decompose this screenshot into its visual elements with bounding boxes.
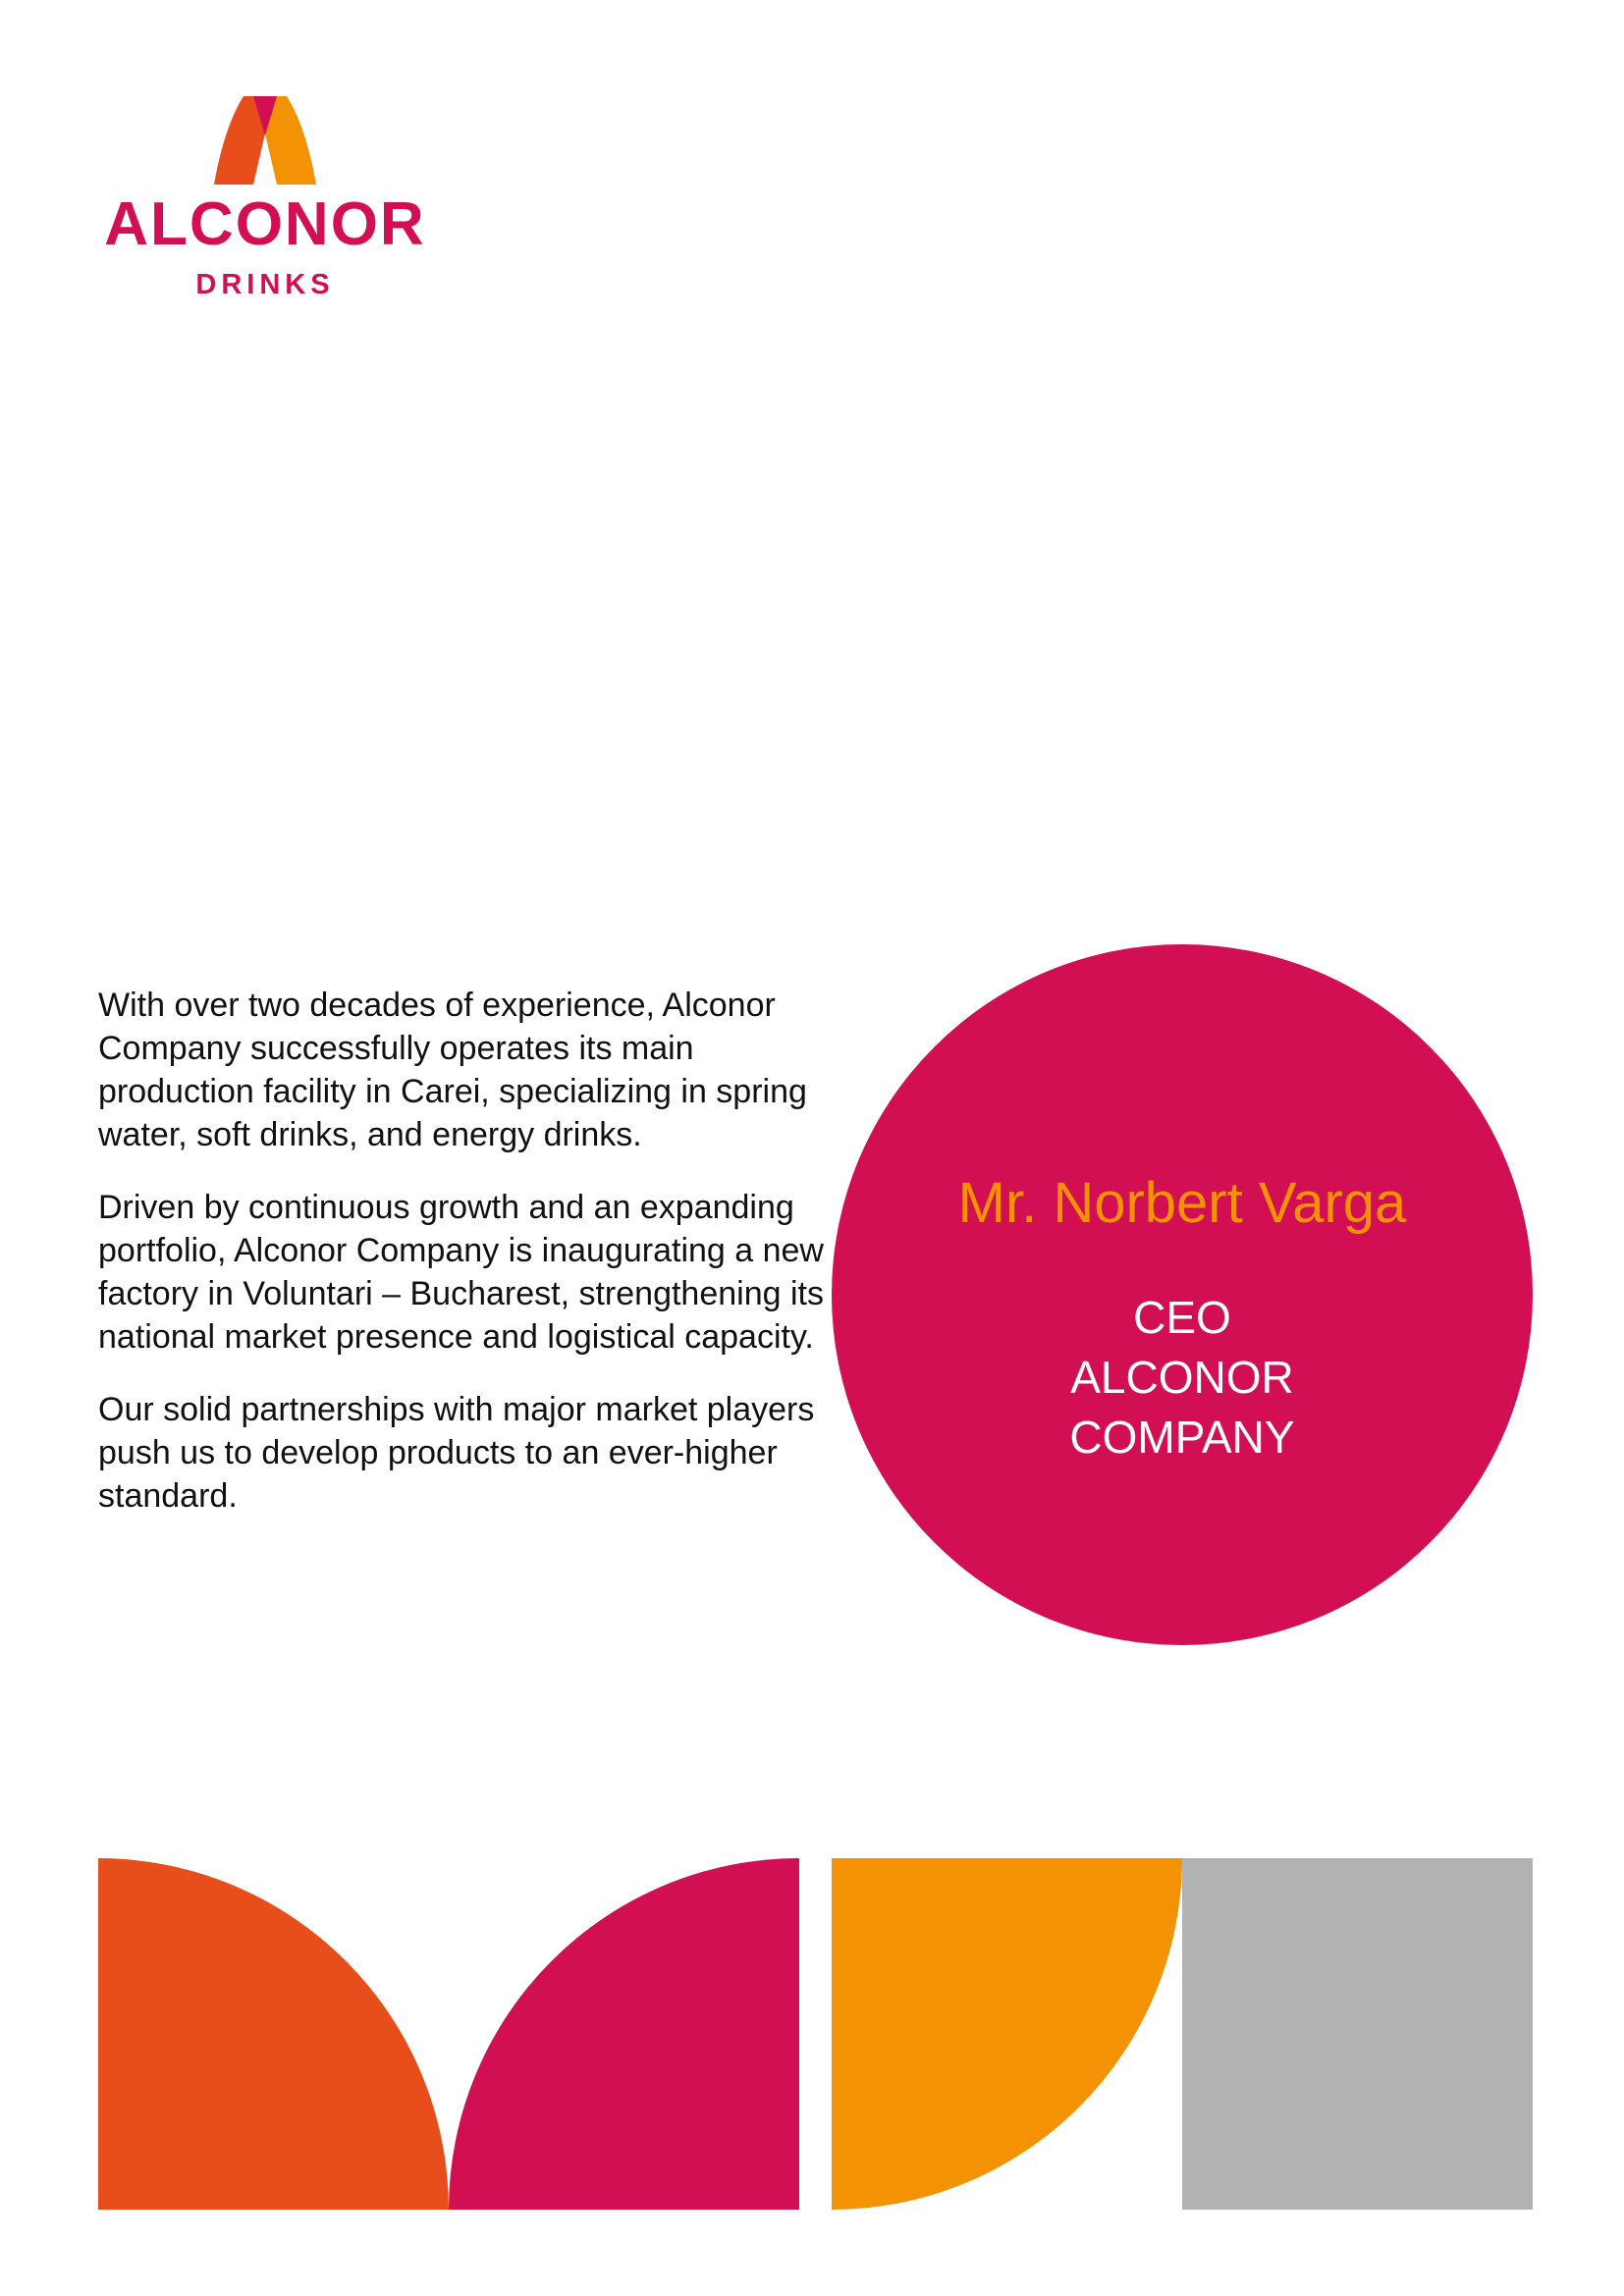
ceo-role-line: ALCONOR <box>1070 1352 1294 1403</box>
alconor-logo-mark-icon <box>214 96 316 185</box>
ceo-role-line: CEO <box>1133 1292 1231 1343</box>
ceo-name: Mr. Norbert Varga <box>957 1171 1407 1235</box>
intro-text <box>98 984 825 1547</box>
orange-red-quarter-shape <box>98 1858 449 2210</box>
intro-paragraph: Our solid partnerships with major market players push us to develop products to an ever-higher standard. <box>98 1391 815 1515</box>
intro-paragraph: With over two decades of experience, Alconor Company successfully operates its main production facility in Carei, specializing in spring water, soft drinks, and energy drinks. <box>98 987 807 1153</box>
logo-subtitle: DRINKS <box>195 269 335 300</box>
magenta-quarter-shape <box>449 1858 799 2210</box>
ceo-role <box>832 1288 1533 1468</box>
ceo-circle <box>832 944 1533 1645</box>
intro-paragraph: Driven by continuous growth and an expanding portfolio, Alconor Company is inaugurating a new factory in Voluntari – Bucharest, strengthening its national market presence and logistical capacity. <box>98 1189 824 1356</box>
alconor-logo <box>96 96 434 307</box>
orange-quarter-shape <box>832 1858 1182 2210</box>
logo-wordmark: ALCONOR <box>104 190 426 258</box>
grey-square-shape <box>1182 1858 1533 2210</box>
decorative-shapes <box>98 1858 1533 2210</box>
ceo-role-line: COMPANY <box>1069 1412 1295 1463</box>
